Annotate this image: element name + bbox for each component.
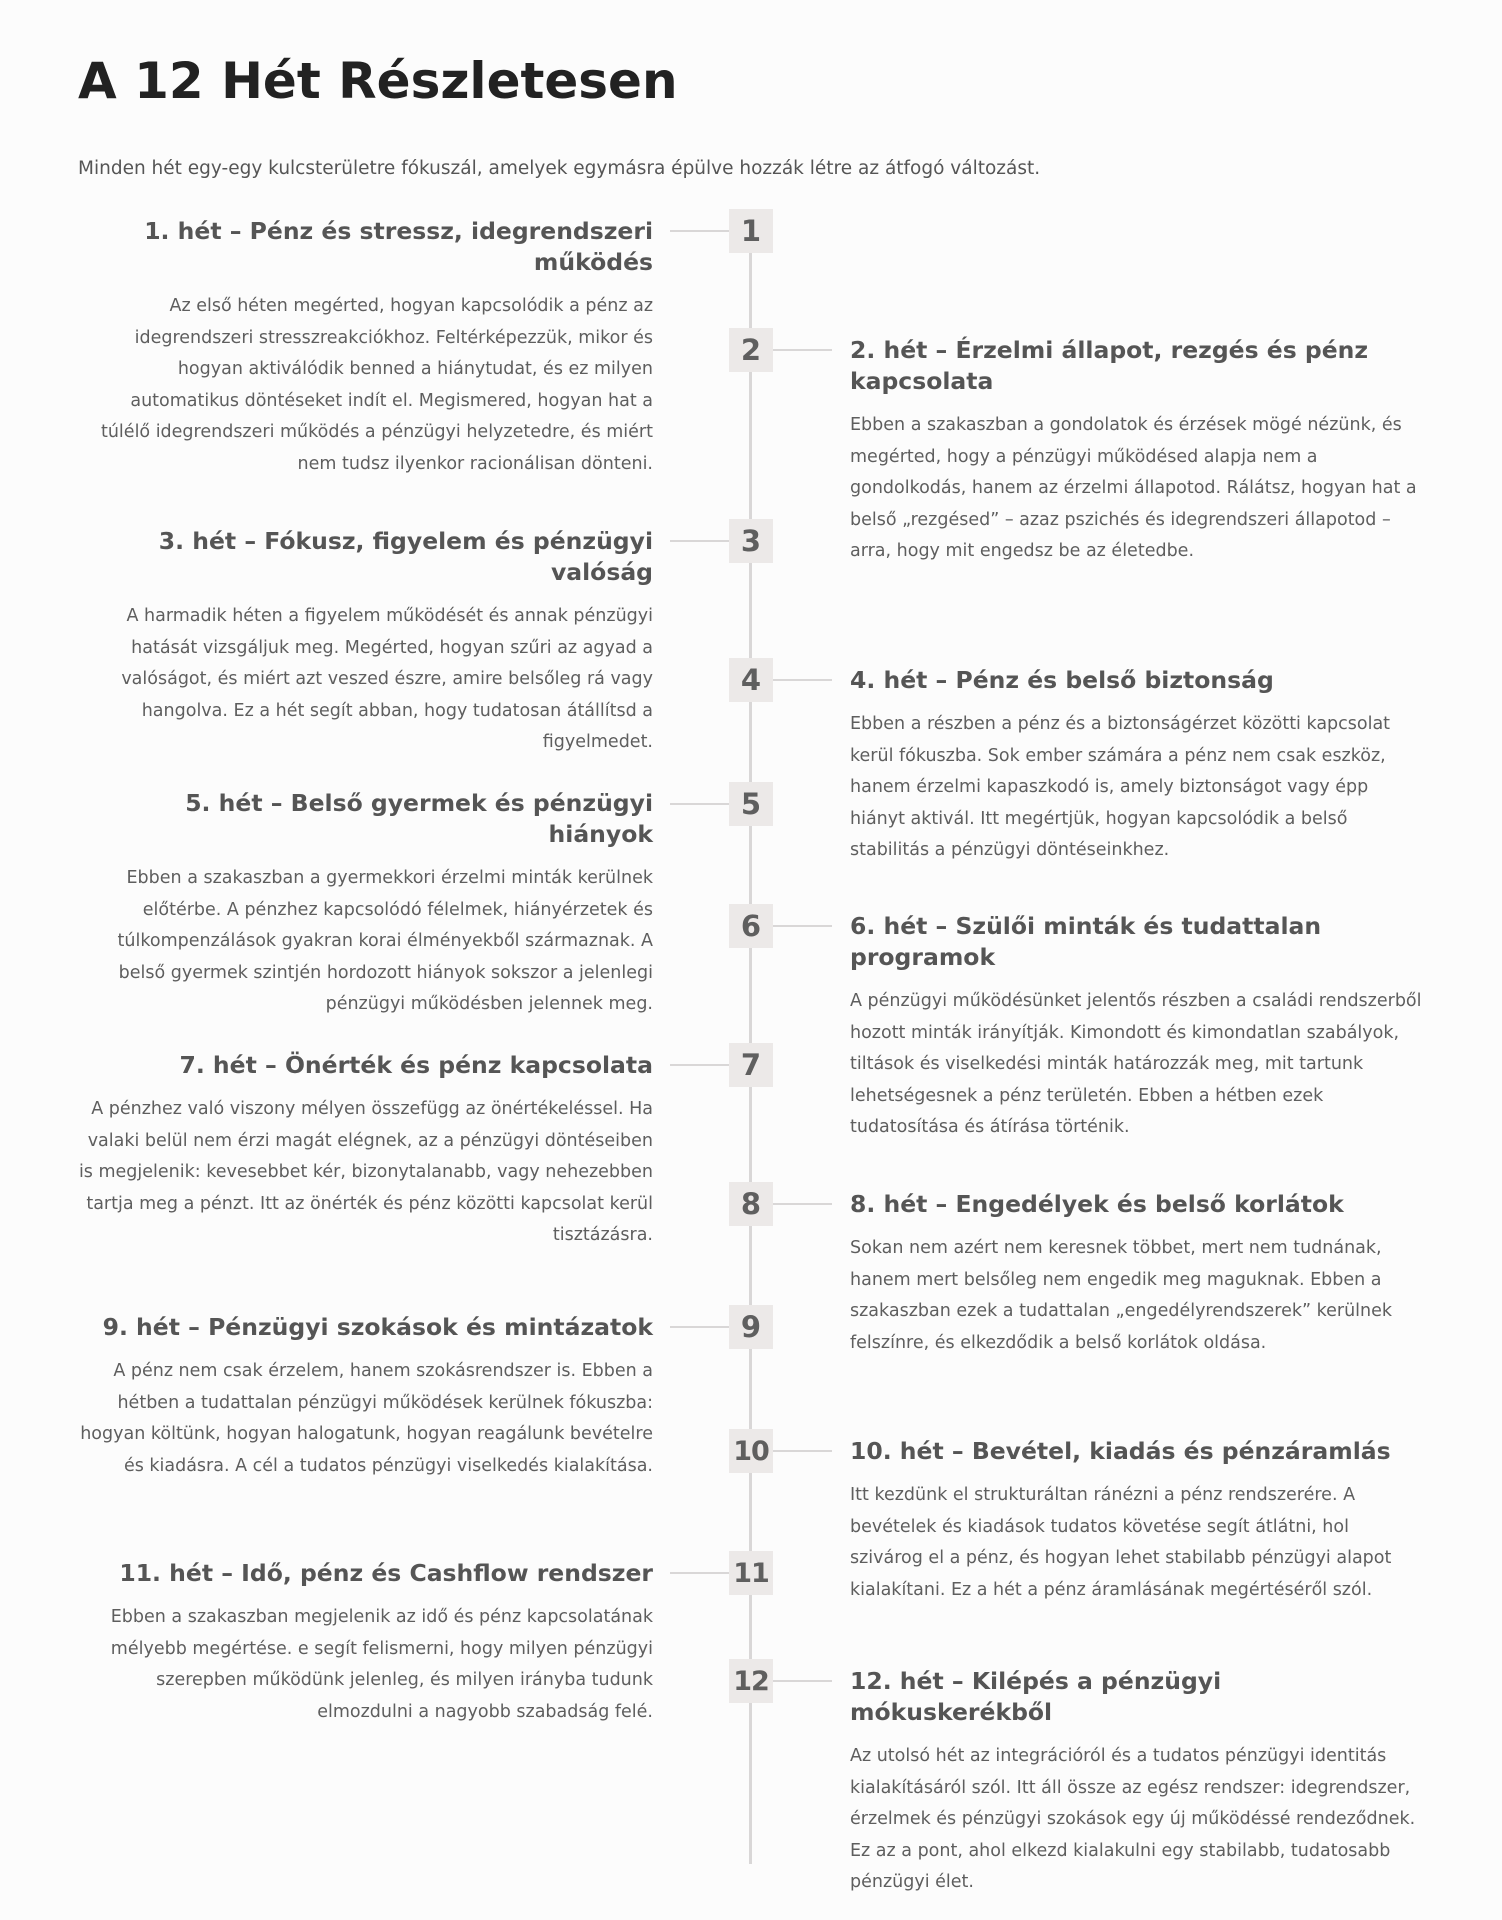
week-description: Az első héten megérted, hogyan kapcsolódik a pénz az idegrendszeri stresszreakciókhoz. Feltérképezzük, mikor és hogyan aktiválódik benned a hiánytudat, és ez milyen automatikus döntéseket indít el. Megismered, hogyan hat a túlélő idegrendszeri működés a pénzügyi helyzetedre, és miért nem tudsz ilyenkor racionálisan dönteni. <box>100 296 653 474</box>
week-description: A harmadik héten a figyelem működését és annak pénzügyi hatását vizsgáljuk meg. Megérted, hogyan szűri az agyad a valóságot, és miért azt veszed észre, amire belsőleg rá vagy hangolva. Ez a hét segít abban, hogy tudatosan átállítsd a figyelmedet. <box>121 606 653 752</box>
week-4 <box>850 665 1425 867</box>
week-title: 7. hét – Önérték és pénz kapcsolata <box>179 1051 653 1079</box>
week-6 <box>850 911 1425 1144</box>
connector-week-4 <box>770 679 832 681</box>
week-marker-6: 6 <box>729 904 773 948</box>
week-description: Itt kezdünk el strukturáltan ránézni a pénz rendszerére. A bevételek és kiadások tudatos követése segít átlátni, hol szivárog el a pénz, és hogyan lehet stabilabb pénzügyi alapot kialakítani. Ez a hét a pénz áramlásának megértéséről szól. <box>850 1485 1392 1600</box>
connector-week-11 <box>670 1572 732 1574</box>
week-marker-11: 11 <box>729 1551 773 1595</box>
week-12 <box>850 1666 1425 1899</box>
week-title: 3. hét – Fókusz, figyelem és pénzügyi valóság <box>158 527 653 586</box>
week-11 <box>78 1558 653 1728</box>
week-title: 11. hét – Idő, pénz és Cashflow rendszer <box>119 1559 653 1587</box>
week-10 <box>850 1436 1425 1606</box>
timeline-line <box>749 212 752 1864</box>
connector-week-3 <box>670 540 732 542</box>
connector-week-5 <box>670 803 732 805</box>
week-marker-3: 3 <box>729 519 773 563</box>
week-description: A pénzhez való viszony mélyen összefügg az önértékeléssel. Ha valaki belül nem érzi magát elégnek, az a pénzügyi döntéseiben is megjelenik: kevesebbet kér, bizonytalanabb, vagy nehezebben tartja meg a pénzt. Itt az önérték és pénz közötti kapcsolat kerül tisztázásra. <box>78 1099 653 1245</box>
week-title: 9. hét – Pénzügyi szokások és mintázatok <box>102 1313 653 1341</box>
week-marker-12: 12 <box>729 1659 773 1703</box>
week-2 <box>850 335 1425 568</box>
connector-week-10 <box>770 1450 832 1452</box>
week-8 <box>850 1189 1425 1359</box>
week-marker-7: 7 <box>729 1043 773 1087</box>
week-description: Az utolsó hét az integrációról és a tudatos pénzügyi identitás kialakításáról szól. Itt áll össze az egész rendszer: idegrendszer, érzelmek és pénzügyi szokások egy új működéssé rendeződnek. Ez az a pont, ahol elkezd kialakulni egy stabilabb, tudatosabb pénzügyi élet. <box>850 1746 1416 1892</box>
week-description: A pénzügyi működésünket jelentős részben a családi rendszerből hozott minták irányítják. Kimondott és kimondatlan szabályok, tiltások és viselkedési minták határozzák meg, mit tartunk lehetségesnek a pénz területén. Ebben a hétben ezek tudatosítása és átírása történik. <box>850 991 1422 1137</box>
week-description: Sokan nem azért nem keresnek többet, mert nem tudnának, hanem mert belsőleg nem engedik meg maguknak. Ebben a szakaszban ezek a tudattalan „engedélyrendszerek” kerülnek felszínre, és elkezdődik a belső korlátok oldása. <box>850 1238 1393 1353</box>
week-title: 2. hét – Érzelmi állapot, rezgés és pénz kapcsolata <box>850 336 1369 395</box>
week-title: 4. hét – Pénz és belső biztonság <box>850 666 1274 694</box>
week-description: Ebben a szakaszban a gyermekkori érzelmi minták kerülnek előtérbe. A pénzhez kapcsolódó félelmek, hiányérzetek és túlkompenzálások gyakran korai élményekből származnak. A belső gyermek szintjén hordozott hiányok sokszor a jelenlegi pénzügyi működésben jelennek meg. <box>117 868 653 1014</box>
connector-week-6 <box>770 925 832 927</box>
week-marker-2: 2 <box>729 328 773 372</box>
week-7 <box>78 1050 653 1252</box>
week-description: Ebben a szakaszban a gondolatok és érzések mögé nézünk, és megérted, hogy a pénzügyi működésed alapja nem a gondolkodás, hanem az érzelmi állapotod. Rálátsz, hogyan hat a belső „rezgésed” – azaz pszichés és idegrendszeri állapotod – arra, hogy mit engedsz be az életedbe. <box>850 415 1417 561</box>
week-1 <box>78 216 653 480</box>
week-marker-4: 4 <box>729 658 773 702</box>
week-title: 10. hét – Bevétel, kiadás és pénzáramlás <box>850 1437 1391 1465</box>
week-marker-8: 8 <box>729 1182 773 1226</box>
week-5 <box>78 788 653 1021</box>
week-marker-1: 1 <box>729 209 773 253</box>
week-description: Ebben a szakaszban megjelenik az idő és pénz kapcsolatának mélyebb megértése. e segít felismerni, hogy milyen pénzügyi szerepben működünk jelenleg, és milyen irányba tudunk elmozdulni a nagyobb szabadság felé. <box>110 1607 653 1722</box>
week-title: 8. hét – Engedélyek és belső korlátok <box>850 1190 1344 1218</box>
page-title: A 12 Hét Részletesen <box>78 52 678 110</box>
week-title: 12. hét – Kilépés a pénzügyi mókuskerékből <box>850 1667 1222 1726</box>
week-marker-10: 10 <box>729 1429 773 1473</box>
week-title: 6. hét – Szülői minták és tudattalan programok <box>850 912 1322 971</box>
connector-week-9 <box>670 1326 732 1328</box>
week-3 <box>78 526 653 759</box>
connector-week-1 <box>670 230 732 232</box>
page-subtitle: Minden hét egy-egy kulcsterületre fókuszál, amelyek egymásra épülve hozzák létre az átfogó változást. <box>78 158 1041 179</box>
week-title: 5. hét – Belső gyermek és pénzügyi hiányok <box>185 789 653 848</box>
week-marker-5: 5 <box>729 782 773 826</box>
connector-week-7 <box>670 1064 732 1066</box>
week-title: 1. hét – Pénz és stressz, idegrendszeri működés <box>144 217 653 276</box>
connector-week-12 <box>770 1680 832 1682</box>
week-9 <box>78 1312 653 1482</box>
week-marker-9: 9 <box>729 1305 773 1349</box>
week-description: A pénz nem csak érzelem, hanem szokásrendszer is. Ebben a hétben a tudattalan pénzügyi működések kerülnek fókuszba: hogyan költünk, hogyan halogatunk, hogyan reagálunk bevételre és kiadásra. A cél a tudatos pénzügyi viselkedés kialakítása. <box>80 1361 653 1476</box>
connector-week-8 <box>770 1203 832 1205</box>
week-description: Ebben a részben a pénz és a biztonságérzet közötti kapcsolat kerül fókuszba. Sok ember számára a pénz nem csak eszköz, hanem érzelmi kapaszkodó is, amely biztonságot vagy épp hiányt aktivál. Itt megértjük, hogyan kapcsolódik a belső stabilitás a pénzügyi döntéseinkhez. <box>850 714 1391 860</box>
connector-week-2 <box>770 349 832 351</box>
